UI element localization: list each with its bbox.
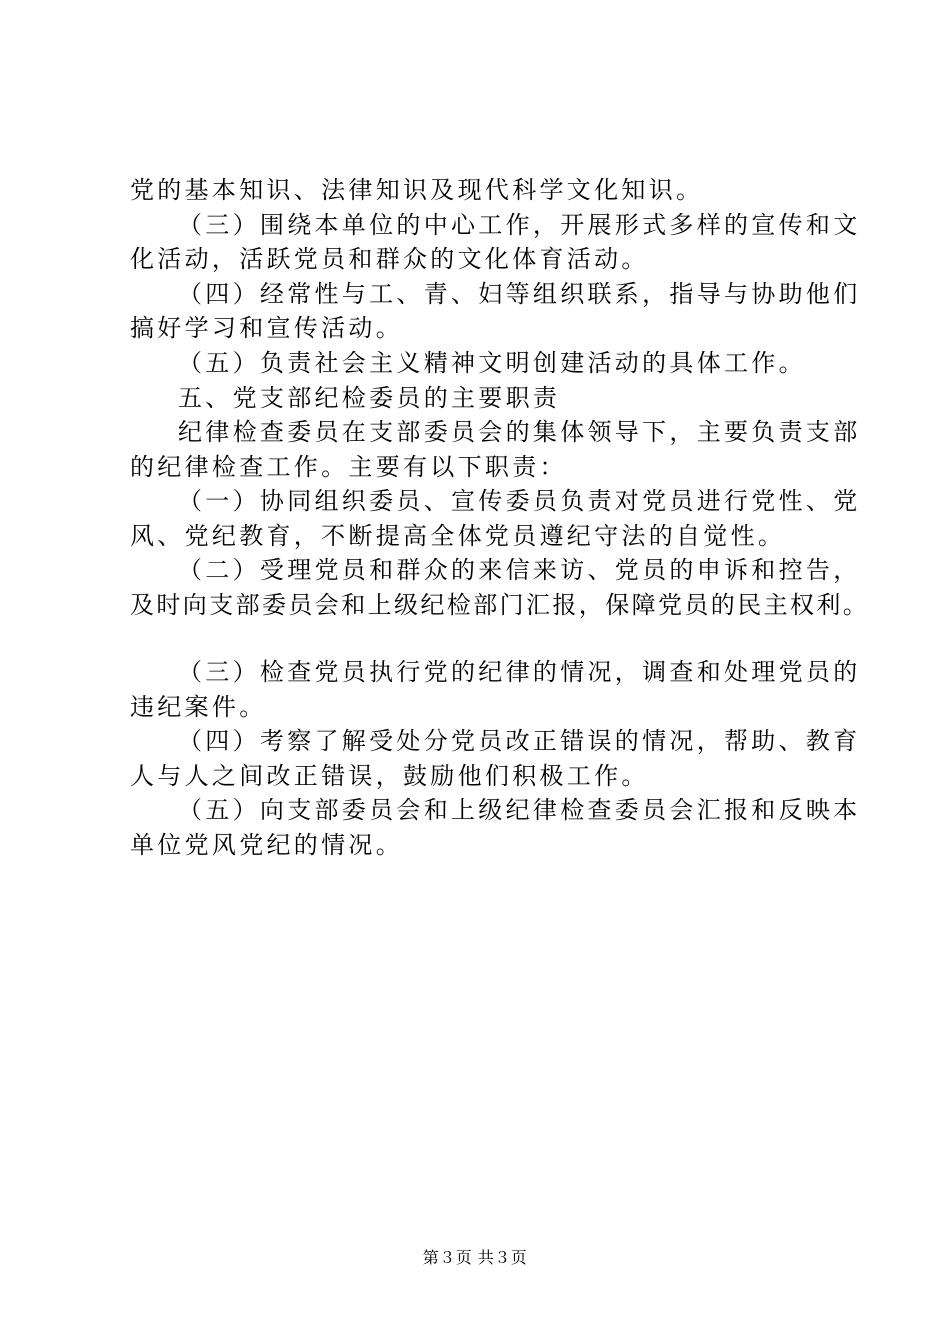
paragraph-line: 化活动，活跃党员和群众的文化体育活动。 <box>130 245 649 273</box>
paragraph-line: 风、党纪教育，不断提高全体党员遵纪守法的自觉性。 <box>130 522 786 550</box>
section-heading: 五、党支部纪检委员的主要职责 <box>178 384 561 412</box>
paragraph-line: 党的基本知识、法律知识及现代科学文化知识。 <box>130 176 704 204</box>
paragraph-line: （三）检查党员执行党的纪律的情况，调查和处理党员的 <box>178 658 861 686</box>
paragraph-line: 违纪案件。 <box>130 693 267 721</box>
paragraph-line: 搞好学习和宣传活动。 <box>130 314 403 342</box>
paragraph-line: （五）向支部委员会和上级纪律检查委员会汇报和反映本 <box>178 796 861 824</box>
paragraph-line: （一）协同组织委员、宣传委员负责对党员进行党性、党 <box>178 487 861 515</box>
paragraph-line: （五）负责社会主义精神文明创建活动的具体工作。 <box>178 349 806 377</box>
paragraph-line: 单位党风党纪的情况。 <box>130 831 403 859</box>
paragraph-line: 纪律检查委员在支部委员会的集体领导下，主要负责支部 <box>178 418 861 446</box>
paragraph-line: （四）考察了解受处分党员改正错误的情况，帮助、教育 <box>178 727 861 755</box>
paragraph-line: 及时向支部委员会和上级纪检部门汇报，保障党员的民主权利。 <box>130 591 870 619</box>
paragraph-line: （四）经常性与工、青、妇等组织联系，指导与协助他们 <box>178 280 861 308</box>
page-number-footer: 第３页 共３页 <box>422 1248 528 1267</box>
paragraph-line: 人与人之间改正错误，鼓励他们积极工作。 <box>130 762 649 790</box>
paragraph-line: （二）受理党员和群众的来信来访、党员的申诉和控告， <box>178 556 861 584</box>
paragraph-line: （三）围绕本单位的中心工作，开展形式多样的宣传和文 <box>178 211 861 239</box>
paragraph-line: 的纪律检查工作。主要有以下职责： <box>130 453 567 481</box>
